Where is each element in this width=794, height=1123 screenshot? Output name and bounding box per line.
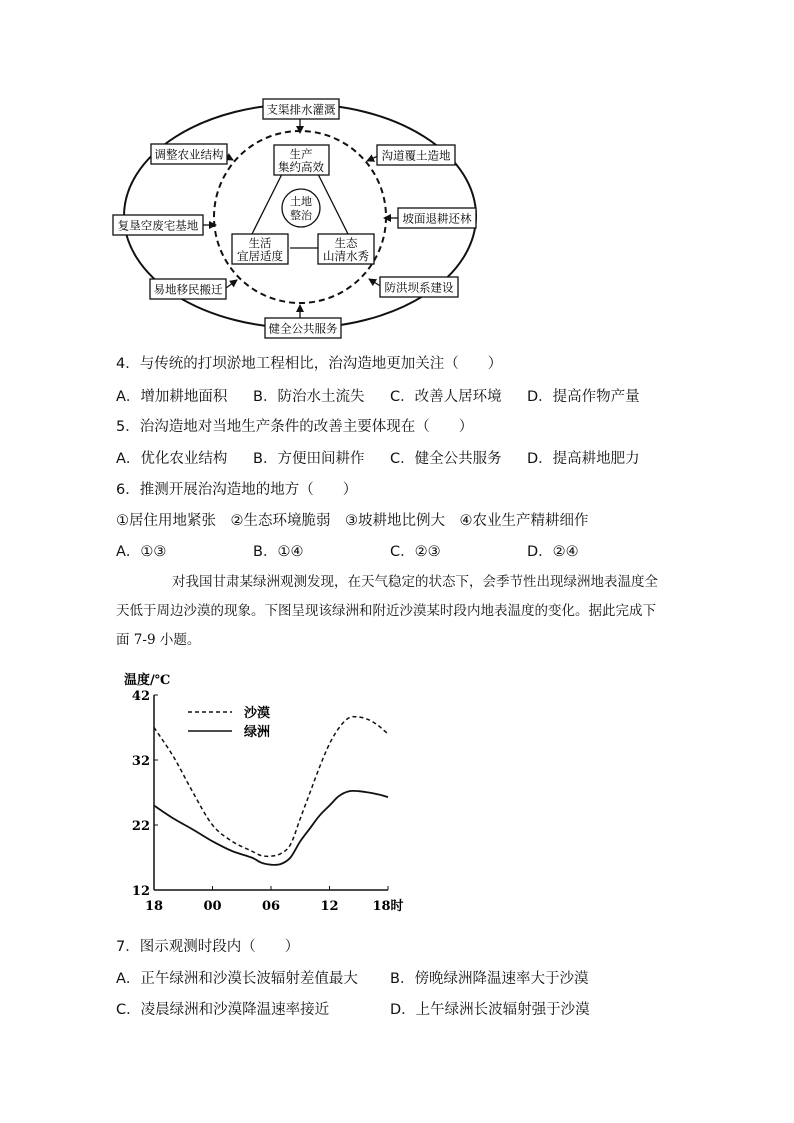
label-top (263, 99, 339, 119)
question-7-option-b[interactable]: B．傍晚绿洲降温速率大于沙漠 (390, 971, 589, 987)
question-6-option-c[interactable]: C．②③ (390, 544, 441, 560)
chart-ylabel: 温度/℃ (124, 673, 171, 688)
label-bottom (265, 318, 341, 338)
y-tick-label: 22 (131, 819, 150, 834)
question-5-stem: 5．治沟造地对当地生产条件的改善主要体现在（ ） (116, 419, 474, 435)
x-tick-label: 18 (144, 899, 164, 914)
passage (116, 568, 676, 655)
x-tick-label: 12 (320, 899, 339, 914)
question-7-option-c[interactable]: C．凌晨绿洲和沙漠降温速率接近 (116, 1002, 330, 1018)
x-tick-label: 00 (203, 899, 222, 914)
question-6-option-a[interactable]: A．①③ (116, 544, 167, 560)
svg-text:调整农业结构: 调整农业结构 (154, 147, 224, 162)
box-living-line2: 宜居适度 (237, 249, 283, 263)
label-right (398, 208, 476, 228)
series-oasis-line (154, 791, 388, 865)
passage-line-3: 面 7-9 小题。 (116, 632, 201, 648)
question-5-option-d[interactable]: D．提高耕地肥力 (527, 451, 640, 467)
triangle-edge-left (252, 174, 282, 234)
svg-text:沟道覆土造地: 沟道覆土造地 (381, 148, 451, 163)
question-6-stem: 6．推测开展治沟造地的地方（ ） (116, 482, 358, 498)
question-7-option-d[interactable]: D．上午绿洲长波辐射强于沙漠 (390, 1002, 590, 1018)
question-5-option-b[interactable]: B．方便田间耕作 (253, 451, 365, 467)
box-ecology-line2: 山清水秀 (323, 249, 369, 263)
box-ecology (318, 234, 374, 264)
label-upper-right (377, 145, 455, 165)
passage-line-1: 对我国甘肃某绿洲观测发现，在天气稳定的状态下，会季节性出现绿洲地表温度全 (172, 574, 658, 590)
temperature-chart (112, 664, 422, 926)
question-4-option-a[interactable]: A．增加耕地面积 (116, 389, 228, 405)
series-desert-line (154, 717, 388, 857)
svg-text:支渠排水灌溉: 支渠排水灌溉 (266, 102, 336, 117)
question-6-option-b[interactable]: B．①④ (253, 544, 304, 560)
svg-text:易地移民搬迁: 易地移民搬迁 (153, 282, 223, 297)
land-consolidation-diagram (110, 92, 490, 340)
box-production (274, 145, 329, 175)
center-land-consolidation (282, 189, 320, 227)
question-4-option-b[interactable]: B．防治水土流失 (253, 389, 365, 405)
question-7-option-a[interactable]: A．正午绿洲和沙漠长波辐射差值最大 (116, 971, 358, 987)
passage-line-2: 天低于周边沙漠的现象。下图呈现该绿洲和附近沙漠某时段内地表温度的变化。据此完成下 (116, 603, 656, 619)
svg-text:复垦空废宅基地: 复垦空废宅基地 (117, 218, 199, 233)
box-ecology-line1: 生态 (334, 236, 358, 250)
svg-text:防洪坝系建设: 防洪坝系建设 (384, 280, 454, 295)
question-6-option-d[interactable]: D．②④ (527, 544, 579, 560)
y-tick-label: 32 (131, 754, 150, 769)
svg-text:坡面退耕还林: 坡面退耕还林 (402, 211, 472, 226)
question-4-option-c[interactable]: C．改善人居环境 (390, 389, 502, 405)
x-tick-label: 18时 (372, 899, 404, 914)
y-tick-label: 42 (131, 689, 150, 704)
label-left (113, 215, 203, 235)
question-6-statements: ①居住用地紧张 ②生态环境脆弱 ③坡耕地比例大 ④农业生产精耕细作 (116, 513, 589, 529)
y-tick-label: 12 (131, 884, 150, 899)
arrow-lower-left (226, 280, 237, 288)
legend-oasis-label: 绿洲 (244, 725, 271, 740)
label-lower-left (150, 279, 226, 299)
box-living-line1: 生活 (248, 236, 272, 250)
center-line2: 整治 (290, 209, 312, 222)
legend-desert-label: 沙漠 (244, 706, 271, 721)
svg-text:健全公共服务: 健全公共服务 (268, 321, 338, 336)
box-living (232, 234, 288, 264)
question-5-option-c[interactable]: C．健全公共服务 (390, 451, 502, 467)
question-7-stem: 7．图示观测时段内（ ） (116, 939, 300, 955)
triangle-edge-right (318, 174, 348, 234)
center-line1: 土地 (290, 195, 312, 208)
box-production-line2: 集约高效 (278, 160, 324, 174)
question-4-option-d[interactable]: D．提高作物产量 (527, 389, 640, 405)
label-lower-right (380, 277, 458, 297)
question-5-option-a[interactable]: A．优化农业结构 (116, 451, 228, 467)
label-upper-left (151, 144, 227, 164)
x-tick-label: 06 (261, 899, 281, 914)
question-4-stem: 4．与传统的打坝淤地工程相比，治沟造地更加关注（ ） (116, 356, 503, 372)
box-production-line1: 生产 (289, 147, 313, 161)
